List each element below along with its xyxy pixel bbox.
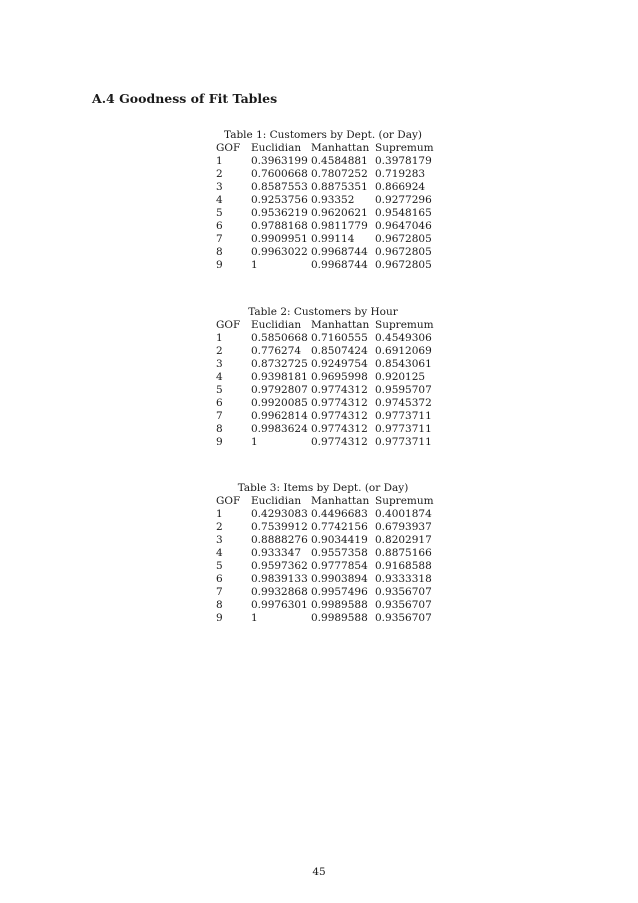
table-row: [208, 345, 435, 358]
table-row: [208, 521, 435, 534]
cell-manhattan: 0.8507424: [311, 345, 368, 357]
cell-gof: 7: [216, 410, 223, 422]
section-heading: A.4 Goodness of Fit Tables: [92, 91, 278, 106]
column-header-gof: GOF: [216, 142, 241, 154]
table-grid: [208, 495, 435, 625]
cell-manhattan: 0.99114: [311, 233, 355, 245]
cell-gof: 9: [216, 436, 223, 448]
cell-euclidian: 0.9963022: [251, 246, 308, 258]
cell-euclidian: 0.5850668: [251, 332, 308, 344]
table-row: [208, 384, 435, 397]
cell-gof: 5: [216, 384, 223, 396]
cell-manhattan: 0.9968744: [311, 259, 368, 271]
table-row: [208, 371, 435, 384]
cell-supremum: 0.9356707: [375, 599, 432, 611]
cell-gof: 4: [216, 547, 223, 559]
cell-euclidian: 0.7539912: [251, 521, 308, 533]
cell-supremum: 0.3978179: [375, 155, 432, 167]
cell-supremum: 0.6912069: [375, 345, 432, 357]
cell-manhattan: 0.9695998: [311, 371, 368, 383]
cell-supremum: 0.4549306: [375, 332, 432, 344]
cell-manhattan: 0.7742156: [311, 521, 368, 533]
cell-manhattan: 0.9957496: [311, 586, 368, 598]
cell-euclidian: 0.9920085: [251, 397, 308, 409]
cell-euclidian: 0.9962814: [251, 410, 308, 422]
table-row: [208, 194, 435, 207]
table-grid: [208, 319, 435, 449]
cell-manhattan: 0.7160555: [311, 332, 368, 344]
table-row: [208, 534, 435, 547]
table-row: [208, 508, 435, 521]
column-header-gof: GOF: [216, 495, 241, 507]
cell-supremum: 0.9672805: [375, 259, 432, 271]
cell-manhattan: 0.7807252: [311, 168, 368, 180]
cell-manhattan: 0.9989588: [311, 612, 368, 624]
cell-euclidian: 0.9792807: [251, 384, 308, 396]
cell-gof: 2: [216, 345, 223, 357]
cell-supremum: 0.719283: [375, 168, 426, 180]
cell-gof: 3: [216, 358, 223, 370]
cell-supremum: 0.9647046: [375, 220, 432, 232]
table-row: [208, 233, 435, 246]
cell-manhattan: 0.4584881: [311, 155, 368, 167]
cell-supremum: 0.9168588: [375, 560, 432, 572]
cell-manhattan: 0.9774312: [311, 384, 368, 396]
cell-supremum: 0.9277296: [375, 194, 432, 206]
cell-supremum: 0.6793937: [375, 521, 432, 533]
cell-supremum: 0.9745372: [375, 397, 432, 409]
cell-euclidian: 0.9839133: [251, 573, 308, 585]
cell-manhattan: 0.9034419: [311, 534, 368, 546]
cell-euclidian: 0.9909951: [251, 233, 308, 245]
cell-gof: 7: [216, 586, 223, 598]
cell-manhattan: 0.9774312: [311, 410, 368, 422]
gof-table-3: [208, 481, 438, 625]
cell-manhattan: 0.9774312: [311, 423, 368, 435]
table-caption: Table 1: Customers by Dept. (or Day): [224, 129, 422, 141]
table-row: [208, 332, 435, 345]
cell-supremum: 0.9333318: [375, 573, 432, 585]
cell-euclidian: 0.9932868: [251, 586, 308, 598]
cell-euclidian: 0.933347: [251, 547, 302, 559]
cell-euclidian: 0.9788168: [251, 220, 308, 232]
cell-euclidian: 0.776274: [251, 345, 302, 357]
cell-supremum: 0.9356707: [375, 586, 432, 598]
cell-euclidian: 1: [251, 436, 258, 448]
table-row: [208, 410, 435, 423]
table-row: [208, 358, 435, 371]
cell-gof: 1: [216, 332, 223, 344]
table-row: [208, 207, 435, 220]
table-row: [208, 246, 435, 259]
cell-supremum: 0.9773711: [375, 436, 432, 448]
column-header-supremum: Supremum: [375, 495, 434, 507]
cell-gof: 9: [216, 612, 223, 624]
column-header-manhattan: Manhattan: [311, 142, 370, 154]
cell-gof: 5: [216, 560, 223, 572]
column-header-euclidian: Euclidian: [251, 319, 302, 331]
cell-gof: 5: [216, 207, 223, 219]
table-row: [208, 573, 435, 586]
cell-euclidian: 0.9983624: [251, 423, 308, 435]
cell-manhattan: 0.8875351: [311, 181, 368, 193]
cell-supremum: 0.9773711: [375, 423, 432, 435]
cell-gof: 8: [216, 599, 223, 611]
cell-gof: 9: [216, 259, 223, 271]
column-header-supremum: Supremum: [375, 319, 434, 331]
table-row: [208, 586, 435, 599]
table-caption: Table 3: Items by Dept. (or Day): [237, 482, 409, 494]
table-row: [208, 423, 435, 436]
table-row: [208, 259, 435, 272]
cell-euclidian: 0.9597362: [251, 560, 308, 572]
table-row: [208, 612, 435, 625]
cell-supremum: 0.8543061: [375, 358, 432, 370]
cell-supremum: 0.9672805: [375, 246, 432, 258]
cell-manhattan: 0.9903894: [311, 573, 368, 585]
cell-euclidian: 0.4293083: [251, 508, 308, 520]
cell-gof: 1: [216, 508, 223, 520]
table-grid: [208, 142, 435, 272]
page-number: 45: [312, 866, 326, 878]
cell-gof: 1: [216, 155, 223, 167]
cell-manhattan: 0.9968744: [311, 246, 368, 258]
cell-manhattan: 0.9811779: [311, 220, 368, 232]
cell-euclidian: 0.9976301: [251, 599, 308, 611]
cell-manhattan: 0.9620621: [311, 207, 368, 219]
cell-supremum: 0.9356707: [375, 612, 432, 624]
table-caption: Table 2: Customers by Hour: [248, 306, 398, 318]
cell-manhattan: 0.9774312: [311, 397, 368, 409]
cell-gof: 8: [216, 423, 223, 435]
cell-supremum: 0.8875166: [375, 547, 432, 559]
cell-euclidian: 0.3963199: [251, 155, 308, 167]
cell-euclidian: 0.9536219: [251, 207, 308, 219]
cell-euclidian: 1: [251, 259, 258, 271]
cell-gof: 6: [216, 397, 223, 409]
cell-euclidian: 0.9398181: [251, 371, 308, 383]
cell-supremum: 0.866924: [375, 181, 426, 193]
cell-gof: 6: [216, 573, 223, 585]
cell-gof: 8: [216, 246, 223, 258]
cell-supremum: 0.9548165: [375, 207, 432, 219]
cell-manhattan: 0.9774312: [311, 436, 368, 448]
cell-manhattan: 0.9557358: [311, 547, 368, 559]
table-row: [208, 155, 435, 168]
cell-manhattan: 0.93352: [311, 194, 355, 206]
cell-euclidian: 0.8888276: [251, 534, 308, 546]
cell-manhattan: 0.9249754: [311, 358, 368, 370]
cell-supremum: 0.4001874: [375, 508, 432, 520]
cell-gof: 7: [216, 233, 223, 245]
cell-supremum: 0.9672805: [375, 233, 432, 245]
table-row: [208, 168, 435, 181]
gof-table-2: [208, 305, 438, 449]
cell-supremum: 0.920125: [375, 371, 426, 383]
cell-manhattan: 0.9989588: [311, 599, 368, 611]
cell-euclidian: 0.8732725: [251, 358, 308, 370]
table-row: [208, 547, 435, 560]
column-header-supremum: Supremum: [375, 142, 434, 154]
table-row: [208, 436, 435, 449]
column-header-manhattan: Manhattan: [311, 319, 370, 331]
column-header-euclidian: Euclidian: [251, 495, 302, 507]
cell-gof: 2: [216, 521, 223, 533]
table-header-row: [208, 319, 435, 332]
table-header-row: [208, 142, 435, 155]
table-row: [208, 220, 435, 233]
cell-gof: 3: [216, 534, 223, 546]
column-header-euclidian: Euclidian: [251, 142, 302, 154]
cell-euclidian: 0.9253756: [251, 194, 308, 206]
cell-gof: 2: [216, 168, 223, 180]
cell-supremum: 0.9595707: [375, 384, 432, 396]
cell-euclidian: 1: [251, 612, 258, 624]
cell-gof: 4: [216, 371, 223, 383]
cell-supremum: 0.8202917: [375, 534, 432, 546]
table-row: [208, 397, 435, 410]
gof-table-1: [208, 128, 438, 272]
column-header-manhattan: Manhattan: [311, 495, 370, 507]
cell-gof: 6: [216, 220, 223, 232]
column-header-gof: GOF: [216, 319, 241, 331]
table-row: [208, 181, 435, 194]
cell-supremum: 0.9773711: [375, 410, 432, 422]
cell-manhattan: 0.9777854: [311, 560, 368, 572]
table-row: [208, 599, 435, 612]
cell-gof: 3: [216, 181, 223, 193]
cell-euclidian: 0.7600668: [251, 168, 308, 180]
cell-manhattan: 0.4496683: [311, 508, 368, 520]
table-row: [208, 560, 435, 573]
cell-gof: 4: [216, 194, 223, 206]
table-header-row: [208, 495, 435, 508]
cell-euclidian: 0.8587553: [251, 181, 308, 193]
